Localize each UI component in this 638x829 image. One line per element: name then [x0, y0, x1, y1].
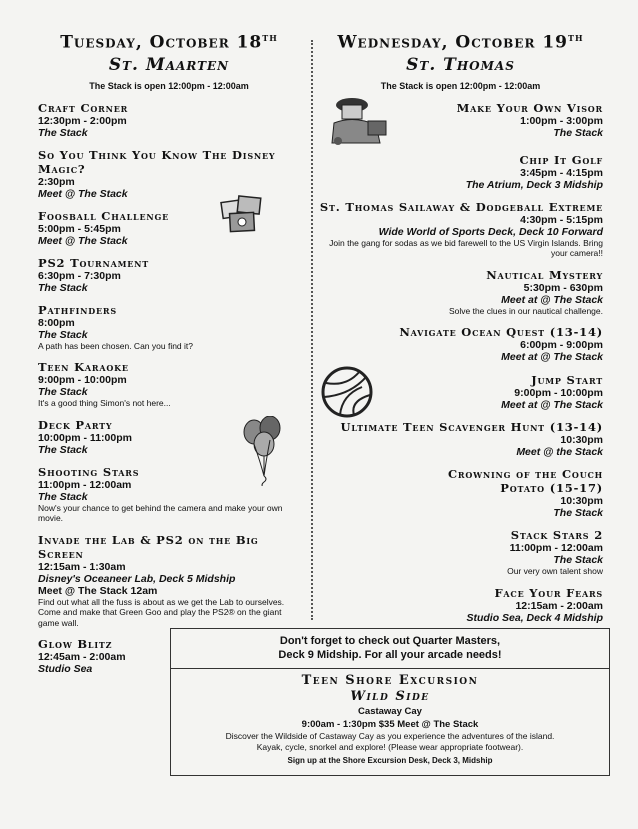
excursion-description-1: Discover the Wildside of Castaway Cay as you experience the adventures of the island.: [225, 731, 555, 741]
event-time: 1:00pm - 3:00pm: [520, 114, 603, 127]
event-description: A path has been chosen. Can you find it?: [38, 340, 194, 351]
excursion-section: [171, 669, 609, 767]
event-chip-it-golf: [318, 153, 603, 191]
event-name: Pathfinders: [38, 302, 117, 317]
wednesday-column: [318, 28, 603, 633]
event-time: 10:30pm: [560, 495, 603, 508]
event-name: Shooting Stars: [38, 464, 140, 479]
event-foosball: [38, 209, 300, 247]
port-title: St. Maarten: [108, 54, 230, 75]
day-title: [318, 28, 603, 53]
event-description: Now's your chance to get behind the camera and make your own movie.: [38, 502, 283, 524]
excursion-box: [170, 628, 610, 776]
event-location: Studio Sea, Deck 4 Midship: [466, 611, 603, 624]
notice-line-1: Don't forget to check out Quarter Masters,: [279, 635, 501, 647]
event-stack-stars: [318, 528, 603, 577]
event-description: Our very own talent show: [507, 566, 603, 577]
port-title: St. Thomas: [406, 54, 515, 75]
event-time: 9:00pm - 10:00pm: [38, 374, 127, 387]
event-couch-potato: [318, 467, 603, 519]
event-name: So You Think You Know The Disney Magic?: [38, 147, 276, 176]
excursion-title: Teen Shore Excursion: [301, 673, 479, 688]
excursion-signup: Sign up at the Shore Excursion Desk, Deck 3, Midship: [287, 756, 493, 765]
excursion-details: 9:00am - 1:30pm $35 Meet @ The Stack: [301, 719, 479, 730]
tuesday-column: [38, 28, 300, 684]
event-location: The Stack: [38, 386, 88, 399]
event-time: 8:00pm: [38, 316, 75, 329]
event-ocean-quest: [318, 325, 603, 363]
event-time: 12:30pm - 2:00pm: [38, 114, 127, 127]
event-name: Invade the Lab & PS2 on the Big Screen: [38, 532, 259, 561]
excursion-description-2: Kayak, cycle, snorkel and explore! (Please wear appropriate footwear).: [256, 741, 524, 752]
event-name: Foosball Challenge: [38, 208, 170, 223]
event-name: Face Your Fears: [494, 585, 603, 600]
event-name: Ultimate Teen Scavenger Hunt (13-14): [340, 420, 603, 435]
event-description: Join the gang for sodas as we bid farewell to the US Virgin Islands. Bring your camera!!: [329, 237, 603, 259]
event-time: 12:15am - 2:00am: [515, 599, 603, 612]
photos-clipart-icon: [218, 195, 270, 237]
event-name: Crowning of the Couch Potato (15-17): [447, 467, 603, 496]
volleyball-clipart-icon: [320, 365, 374, 419]
event-location: The Stack: [38, 328, 88, 341]
event-location: Meet at @ The Stack: [501, 399, 603, 412]
date-suffix: TH: [568, 33, 584, 43]
event-location: Meet at @ The Stack: [501, 351, 603, 364]
event-time: 5:00pm - 5:45pm: [38, 222, 121, 235]
event-nautical-mystery: [318, 268, 603, 317]
event-time: 6:00pm - 9:00pm: [520, 339, 603, 352]
event-time: 11:00pm - 12:00am: [509, 542, 603, 555]
excursion-place: Castaway Cay: [358, 706, 422, 717]
event-time: 2:30pm: [38, 175, 75, 188]
event-name: Chip It Golf: [519, 152, 603, 167]
event-location: The Stack: [38, 126, 88, 139]
event-name: Teen Karaoke: [38, 360, 129, 375]
date-suffix: TH: [262, 33, 278, 43]
notice-line-2: Deck 9 Midship. For all your arcade needs!: [278, 649, 502, 661]
event-name: St. Thomas Sailaway & Dodgeball Extreme: [319, 199, 603, 214]
event-time: 9:00pm - 10:00pm: [514, 387, 603, 400]
event-name: PS2 Tournament: [38, 255, 150, 270]
event-location: The Stack: [38, 490, 88, 503]
event-jump-start: [318, 373, 603, 411]
event-time: 10:00pm - 11:00pm: [38, 431, 132, 444]
event-location: The Atrium, Deck 3 Midship: [465, 178, 603, 191]
event-ps2-tournament: [38, 256, 300, 294]
event-location: The Stack: [38, 281, 88, 294]
event-craft-corner: [38, 101, 300, 139]
event-location: The Stack: [553, 507, 603, 520]
event-meet-time: Meet @ The Stack 12am: [38, 584, 158, 597]
event-time: 11:00pm - 12:00am: [38, 478, 132, 491]
event-time: 12:45am - 2:00am: [38, 651, 126, 664]
event-name: Make Your Own Visor: [456, 100, 603, 115]
event-name: Jump Start: [531, 373, 603, 388]
event-location: Meet at @ The Stack: [501, 293, 603, 306]
event-location: Wide World of Sports Deck, Deck 10 Forward: [378, 225, 603, 238]
event-invade-the-lab: [38, 533, 300, 629]
painter-clipart-icon: [324, 93, 396, 151]
event-time: 3:45pm - 4:15pm: [520, 166, 603, 179]
event-time: 10:30pm: [560, 434, 603, 447]
day-title: [38, 28, 300, 53]
event-location: Meet @ the Stack: [516, 446, 603, 459]
event-disney-trivia: [38, 148, 300, 200]
event-pathfinders: [38, 303, 300, 352]
event-name: Deck Party: [38, 417, 113, 432]
event-name: Navigate Ocean Quest (13-14): [399, 325, 603, 340]
event-description: Solve the clues in our nautical challenge.: [448, 305, 603, 316]
stack-hours: The Stack is open 12:00pm - 12:00am: [380, 80, 541, 91]
event-name: Glow Blitz: [38, 637, 113, 652]
event-name: Nautical Mystery: [486, 267, 603, 282]
event-sailaway-dodgeball: [318, 200, 603, 259]
event-teen-karaoke: [38, 360, 300, 409]
event-location: Studio Sea: [38, 663, 93, 676]
event-time: 5:30pm - 630pm: [523, 281, 603, 294]
excursion-subtitle: Wild Side: [350, 689, 430, 704]
event-location: The Stack: [553, 554, 603, 567]
event-location: The Stack: [38, 443, 88, 456]
event-location: Meet @ The Stack: [38, 187, 128, 200]
event-make-visor: [318, 101, 603, 139]
event-deck-party: [38, 418, 300, 456]
event-time: 6:30pm - 7:30pm: [38, 269, 121, 282]
day-date: Wednesday, October 19: [337, 32, 568, 53]
event-scavenger-hunt: [318, 420, 603, 458]
event-location: The Stack: [553, 126, 603, 139]
event-shooting-stars: [38, 465, 300, 524]
event-location: Meet @ The Stack: [38, 234, 128, 247]
column-divider: [311, 40, 313, 620]
arcade-notice: [171, 629, 609, 669]
event-description: It's a good thing Simon's not here...: [38, 398, 171, 409]
event-face-your-fears: [318, 586, 603, 624]
event-name: Craft Corner: [38, 100, 129, 115]
event-location: Disney's Oceaneer Lab, Deck 5 Midship: [38, 572, 236, 585]
event-description: Find out what all the fuss is about as we get the Lab to ourselves. Come and make that Green Goo and play the PS2® on the giant game wall.: [38, 596, 285, 628]
day-date: Tuesday, October 18: [60, 32, 263, 53]
event-time: 4:30pm - 5:15pm: [520, 213, 603, 226]
stack-hours: The Stack is open 12:00pm - 12:00am: [89, 80, 249, 91]
event-name: Stack Stars 2: [510, 528, 603, 543]
event-time: 12:15am - 1:30am: [38, 560, 126, 573]
